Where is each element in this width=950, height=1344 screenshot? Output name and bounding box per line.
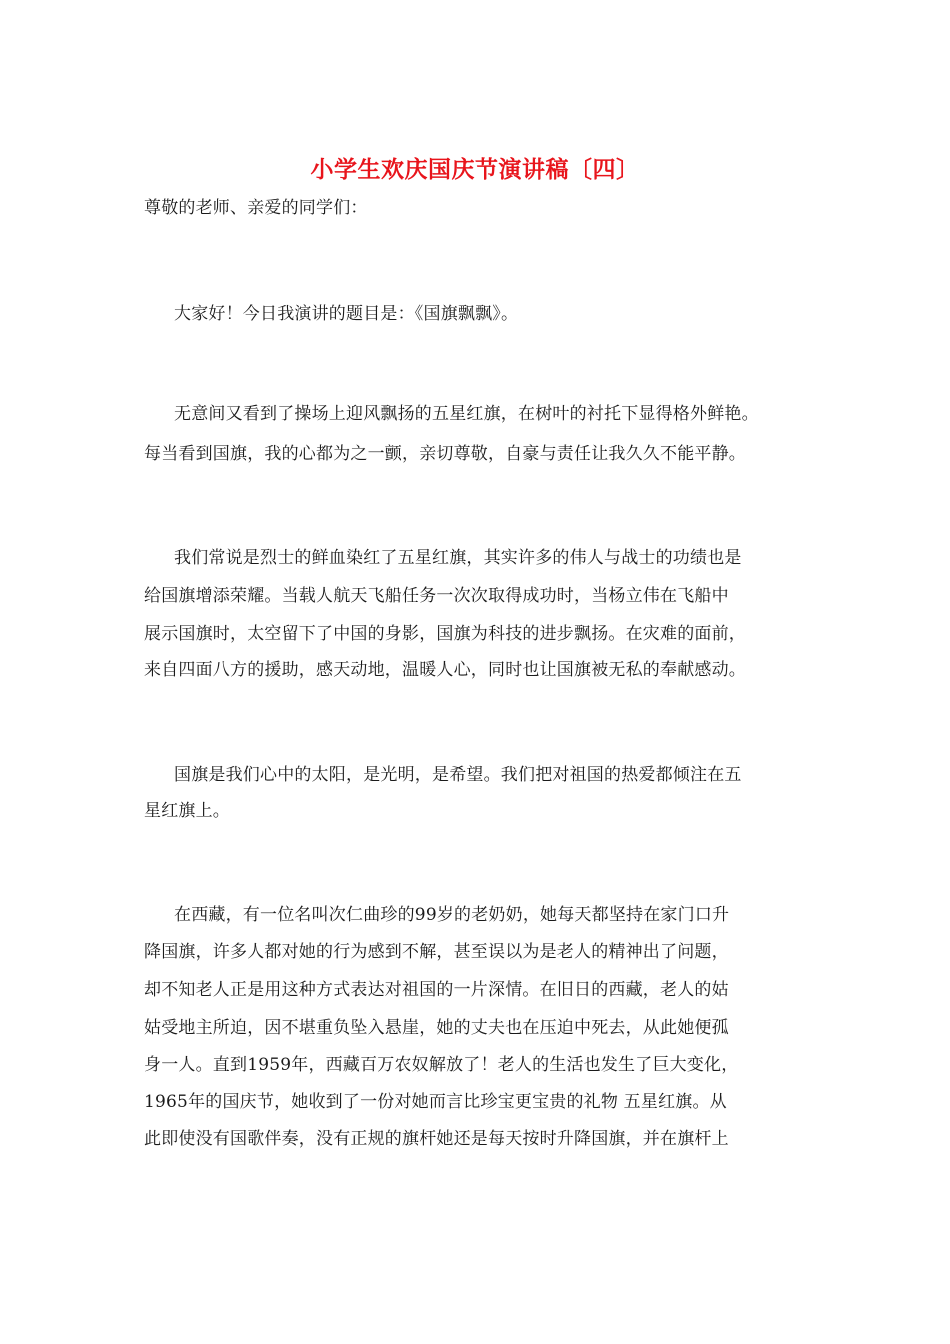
paragraph-1-line-1: 大家好！今日我演讲的题目是：《国旗飘飘》。 xyxy=(174,304,519,324)
paragraph-3-line-3: 展示国旗时，太空留下了中国的身影，国旗为科技的进步飘扬。在灾难的面前， xyxy=(144,624,746,644)
paragraph-5-line-2: 降国旗，许多人都对她的行为感到不解，甚至误以为是老人的精神出了问题， xyxy=(144,942,729,962)
paragraph-5-line-3: 却不知老人正是用这种方式表达对祖国的一片深情。在旧日的西藏，老人的姑 xyxy=(144,980,729,1000)
paragraph-3-line-4: 来自四面八方的援助，感天动地，温暖人心，同时也让国旗被无私的奉献感动。 xyxy=(144,660,746,680)
paragraph-3-line-2: 给国旗增添荣耀。当载人航天飞船任务一次次取得成功时，当杨立伟在飞船中 xyxy=(144,586,729,606)
paragraph-5-line-1: 在西藏，有一位名叫次仁曲珍的99岁的老奶奶，她每天都坚持在家门口升 xyxy=(174,905,730,925)
paragraph-5-line-6: 1965年的国庆节，她收到了一份对她而言比珍宝更宝贵的礼物 五星红旗。从 xyxy=(144,1092,727,1112)
paragraph-4-line-1: 国旗是我们心中的太阳，是光明，是希望。我们把对祖国的热爱都倾注在五 xyxy=(174,765,742,785)
paragraph-2-line-1: 无意间又看到了操场上迎风飘扬的五星红旗，在树叶的衬托下显得格外鲜艳。 xyxy=(174,404,759,424)
paragraph-3-line-1: 我们常说是烈士的鲜血染红了五星红旗，其实许多的伟人与战士的功绩也是 xyxy=(174,548,742,568)
paragraph-5-line-7: 此即使没有国歌伴奏，没有正规的旗杆她还是每天按时升降国旗，并在旗杆上 xyxy=(144,1129,729,1149)
document-title: 小学生欢庆国庆节演讲稿〔四〕 xyxy=(310,156,640,183)
salutation: 尊敬的老师、亲爱的同学们： xyxy=(144,198,368,218)
paragraph-4-line-2: 星红旗上。 xyxy=(144,801,230,821)
paragraph-5-line-5: 身一人。直到1959年，西藏百万农奴解放了！老人的生活也发生了巨大变化， xyxy=(144,1055,739,1075)
paragraph-2-line-2: 每当看到国旗，我的心都为之一颤，亲切尊敬，自豪与责任让我久久不能平静。 xyxy=(144,444,746,464)
paragraph-5-line-4: 姑受地主所迫，因不堪重负坠入悬崖，她的丈夫也在压迫中死去，从此她便孤 xyxy=(144,1018,729,1038)
